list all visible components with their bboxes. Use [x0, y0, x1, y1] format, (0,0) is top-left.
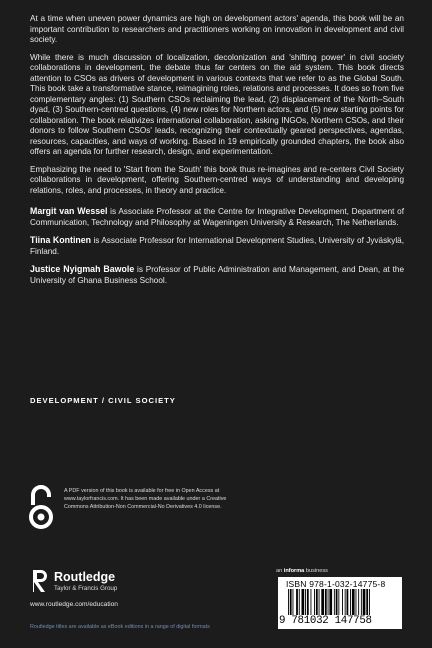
barcode-bar: [336, 589, 338, 615]
barcode-bar: [299, 589, 300, 615]
ebook-footnote: Routledge titles are available as eBook editions in a range of digital formats: [30, 624, 210, 630]
open-access-statement: A PDF version of this book is available for free in Open Access at www.taylorfrancis.com. It has been made available under a Creative Commons Attribution-Non Commercial-No Derivatives 4.0 license.: [64, 488, 227, 510]
barcode-bar: [293, 589, 294, 615]
barcode-bar: [316, 589, 318, 615]
publisher-group: Taylor & Francis Group: [54, 585, 118, 592]
barcode-bar: [338, 589, 339, 615]
isbn-label: ISBN 978-1-032-14775-8: [286, 579, 386, 589]
barcode-bar: [302, 589, 305, 615]
barcode-bar: [369, 589, 370, 615]
barcode-bar: [288, 589, 289, 615]
barcode-bar: [361, 589, 362, 615]
barcode-bar: [325, 589, 327, 615]
barcode-bar: [366, 589, 368, 615]
publisher-website[interactable]: www.routledge.com/education: [30, 601, 118, 608]
barcode-bar: [334, 589, 335, 615]
author-name-2: Tiina Kontinen: [30, 235, 92, 245]
barcode-bars: [288, 589, 396, 615]
author-bio-text-3: is Professor of Public Administration and Management, and Dean, at the University of Ghana Business School.: [30, 265, 405, 285]
author-bio-1: [30, 206, 404, 228]
author-bio-2: [30, 235, 404, 257]
barcode-bar: [328, 589, 329, 615]
author-bio-3: [30, 264, 404, 286]
barcode-bar: [342, 589, 343, 615]
informa-business-line: [276, 568, 328, 574]
isbn-barcode: [278, 577, 402, 629]
barcode-bar: [358, 589, 359, 615]
barcode-bar: [329, 589, 332, 615]
barcode-bar: [356, 589, 357, 615]
description-block: [30, 14, 404, 293]
barcode-bar: [345, 589, 346, 615]
informa-suffix: business: [304, 568, 328, 574]
barcode-bar: [319, 589, 320, 615]
barcode-bar: [321, 589, 324, 615]
author-bio-text-1: is Associate Professor at the Centre for Integrative Development, Department of Communication, Technology and Philosophy at Wageningen University & Research, The Netherlands.: [30, 207, 404, 227]
barcode-bar: [363, 589, 366, 615]
description-paragraph-2: While there is much discussion of localization, decolonization and 'shifting power' in civil society collaborations in development, the debate thus far centers on the aid system. This book directs attention to CSOs as drivers of development in various contexts that we refer to as the Global South. This book take a transformative stance, reimagining roles, relations and processes. It does so from five complementary angles: (1) Southern CSOs reclaiming the lead, (2) displacement of the North–South dyad, (3) Southern-centred questions, (4) new roles for Northern actors, and (5) new starting points for collaboration. The book relativizes international collaboration, asking INGOs, Northern CSOs, and their donors to follow Southern CSOs' leads, recognizing their contextually geared perspectives, agendas, resources, capacities, and ways of working. Based in 19 empirically grounded chapters, the book also offers an agenda for further research, design, and experimentation.: [30, 52, 404, 156]
publisher-logo: [30, 568, 150, 598]
publisher-name: Routledge: [54, 570, 116, 584]
informa-prefix: an: [276, 568, 284, 574]
barcode-bar: [307, 589, 309, 615]
open-access-lock-icon: [28, 483, 54, 531]
author-name-3: Justice Nyigmah Bawole: [30, 264, 135, 274]
barcode-bar: [350, 589, 351, 615]
informa-brand: informa: [283, 568, 305, 574]
description-paragraph-1: At a time when uneven power dynamics are high on development actors' agenda, this book will be an important contribution to researchers and practitioners working on innovation in development and civil society.: [30, 14, 404, 44]
barcode-bar: [296, 589, 298, 615]
subject-category: DEVELOPMENT / CIVIL SOCIETY: [30, 396, 176, 405]
routledge-r-icon: [30, 568, 50, 594]
description-paragraph-3: Emphasizing the need to 'Start from the South' this book thus re-imagines and re-centers Civil Society collaborations in development, offering Southern-centred ways of understanding and developing relations, roles, and processes, in theory and practice.: [30, 164, 404, 195]
barcode-bar: [311, 589, 312, 615]
barcode-bar: [352, 589, 355, 615]
author-name-1: Margit van Wessel: [30, 206, 108, 216]
barcode-bar: [305, 589, 306, 615]
ean-number: 9 781032 147758: [279, 615, 372, 627]
barcode-bar: [314, 589, 315, 615]
author-bio-text-2: is Associate Professor for International Development Studies, University of Jyväskylä, Finland.: [30, 236, 405, 256]
barcode-bar: [290, 589, 292, 615]
barcode-bar: [347, 589, 349, 615]
